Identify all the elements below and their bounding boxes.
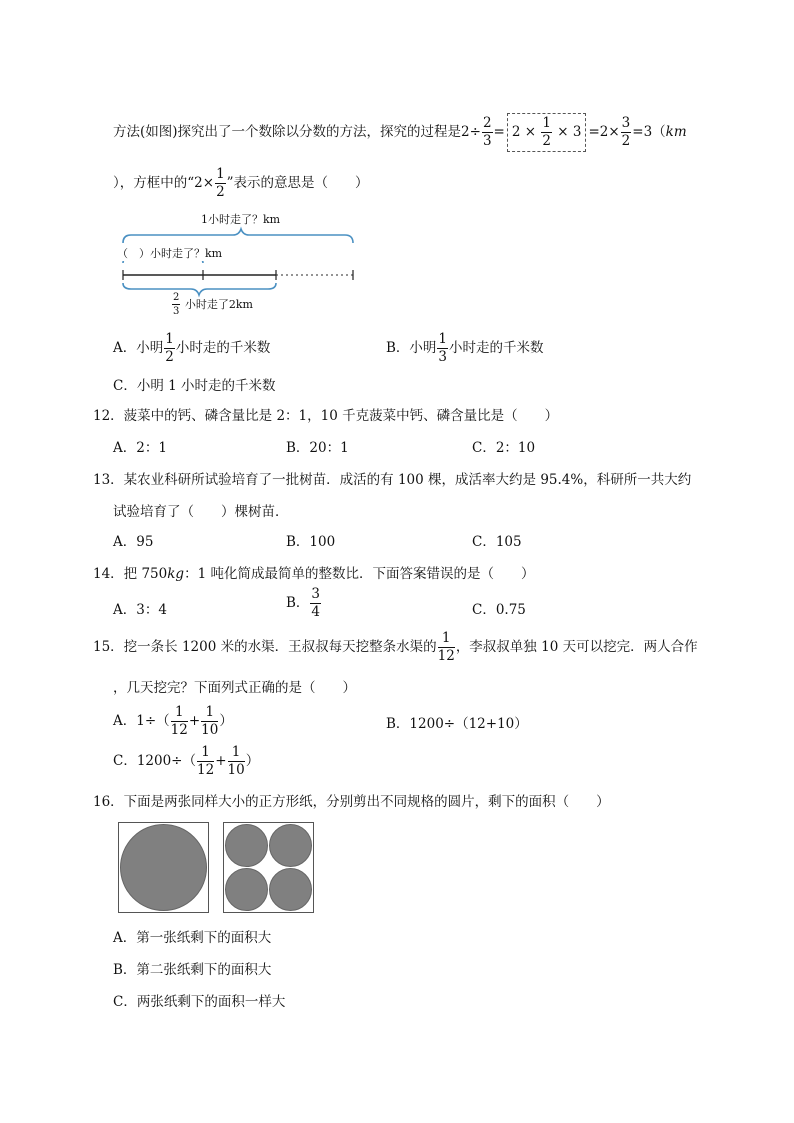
box-right: × 3 — [557, 124, 582, 140]
equals-sign: = — [493, 124, 505, 140]
fraction-denominator: 2 — [621, 132, 631, 149]
small-circle — [225, 824, 268, 867]
small-circle — [225, 868, 268, 911]
option-pre: 小明 — [409, 340, 437, 356]
fraction-denominator: 10 — [201, 721, 219, 738]
diagram-bottom-label — [171, 293, 253, 317]
fraction-denominator: 12 — [437, 647, 455, 664]
fraction-denominator: 3 — [482, 132, 492, 149]
q12-option-a: A．2：1 — [113, 440, 167, 456]
plus-sign: + — [188, 713, 201, 729]
option-letter: C． — [113, 378, 137, 394]
fraction-denominator: 3 — [438, 348, 448, 365]
bottom-label-text: 小时走了2km — [184, 298, 253, 311]
large-circle — [120, 824, 207, 911]
fraction-denominator: 4 — [311, 603, 321, 620]
q13-option-b: B．100 — [286, 534, 336, 550]
fraction-numerator: 1 — [228, 746, 245, 762]
fraction — [541, 117, 552, 148]
fraction-denominator: 2 — [165, 348, 174, 365]
square-paper-two — [223, 822, 314, 913]
q11-line2 — [113, 168, 369, 199]
fraction — [215, 168, 226, 199]
q14-option-a: A．3：4 — [113, 602, 167, 618]
fraction-numerator: 1 — [201, 706, 218, 722]
q14-stem-post: ：1 吨化简成最简单的整数比．下面答案错误的是（ ） — [184, 566, 535, 582]
q15-stem-pre: 15．挖一条长 1200 米的水渠．王叔叔每天挖整条水渠的 — [93, 639, 437, 655]
fraction — [621, 117, 632, 148]
fraction-numerator: 3 — [311, 586, 321, 602]
fraction — [201, 706, 218, 737]
fraction-denominator: 2 — [216, 183, 225, 200]
fraction-numerator: 1 — [438, 331, 448, 347]
fraction — [164, 333, 175, 364]
option-pre: A．1÷（ — [113, 713, 170, 729]
q13-option-a: A．95 — [113, 534, 154, 550]
option-pre: C．1200÷（ — [113, 753, 196, 769]
square-paper-one — [118, 822, 209, 913]
q13-stem-line1: 13．某农业科研所试验培育了一批树苗．成活的有 100 棵，成活率大约是 95.4%，科研所一共大约 — [93, 472, 692, 488]
q11-line2-suffix: ”表示的意思是（ ） — [226, 175, 369, 191]
diagram-top-label: 1小时走了？km — [201, 213, 281, 226]
q14-stem — [93, 562, 534, 582]
q11-eq2-prefix: =2× — [588, 124, 620, 140]
q16-option-c: C．两张纸剩下的面积一样大 — [113, 994, 286, 1010]
q13-option-c: C．105 — [472, 534, 522, 550]
option-text: 小明 1 小时走的千米数 — [136, 378, 276, 394]
fraction — [438, 632, 455, 663]
fraction-numerator: 1 — [542, 115, 551, 131]
unit-km: km — [665, 124, 687, 140]
q15-option-c — [113, 746, 259, 777]
fraction — [172, 293, 180, 317]
option-post: 小时走的千米数 — [449, 340, 544, 356]
q11-diagram — [113, 205, 363, 317]
q12-option-b: B．20：1 — [286, 440, 349, 456]
fraction-numerator: 2 — [173, 292, 180, 303]
q16-stem: 16．下面是两张同样大小的正方形纸，分别剪出不同规格的圆片，剩下的面积（ ） — [93, 794, 610, 810]
fraction-numerator: 1 — [165, 331, 174, 347]
fraction-denominator: 2 — [542, 132, 551, 149]
q11-option-c — [113, 374, 276, 394]
small-circle — [269, 868, 312, 911]
q16-option-a: A．第一张纸剩下的面积大 — [113, 930, 272, 946]
option-pre: 小明 — [136, 340, 164, 356]
small-circle — [269, 824, 312, 867]
fraction-numerator: 1 — [216, 166, 225, 182]
fraction-denominator: 12 — [170, 721, 188, 738]
q11-line1 — [113, 113, 687, 152]
q15-stem-line2: ，几天挖完？下面列式正确的是（ ） — [113, 680, 356, 696]
fraction-denominator: 10 — [227, 761, 245, 778]
fraction-numerator: 1 — [171, 706, 188, 722]
q15-stem-post: ，李叔叔单独 10 天可以挖完．两人合作 — [455, 639, 698, 655]
fraction — [482, 117, 493, 148]
fraction-numerator: 2 — [482, 115, 492, 131]
option-letter: B． — [286, 595, 310, 611]
fraction-denominator: 12 — [197, 761, 215, 778]
option-post: 小时走的千米数 — [175, 340, 271, 356]
q14-option-b — [286, 588, 322, 619]
q15-stem-line1 — [93, 632, 698, 663]
fraction — [437, 333, 448, 364]
fraction — [228, 746, 245, 777]
dashed-box — [507, 113, 587, 152]
q11-option-a — [113, 333, 270, 364]
fraction — [171, 706, 188, 737]
q11-expr-prefix: 2÷ — [461, 124, 481, 140]
fraction-numerator: 3 — [621, 115, 631, 131]
fraction — [197, 746, 214, 777]
option-letter: B． — [386, 340, 410, 356]
plus-sign: + — [215, 753, 227, 769]
q11-line1-text: 方法(如图)探究出了一个数除以分数的方法，探究的过程是 — [113, 124, 462, 140]
box-left: 2 × — [511, 124, 537, 140]
q12-stem: 12．菠菜中的钙、磷含量比是 2：1，10 千克菠菜中钙、磷含量比是（ ） — [93, 408, 559, 424]
option-letter: A． — [113, 340, 137, 356]
unit-kg: kg — [167, 566, 185, 582]
diagram-mid-label: （ ）小时走了？km — [117, 247, 223, 260]
q12-option-c: C．2：10 — [472, 440, 536, 456]
q11-option-b — [386, 333, 544, 364]
top-brace — [123, 229, 353, 243]
q13-stem-line2: 试验培育了（ ）棵树苗． — [113, 504, 289, 520]
fraction-numerator: 1 — [438, 632, 455, 648]
fraction — [310, 588, 321, 619]
fraction-denominator: 3 — [173, 306, 180, 317]
q16-option-b: B．第二张纸剩下的面积大 — [113, 962, 272, 978]
q14-stem-pre: 14．把 750 — [93, 566, 168, 582]
q15-option-b: B．1200÷（12+10） — [386, 716, 528, 732]
q14-option-c: C．0.75 — [472, 602, 526, 618]
q15-option-a — [113, 706, 233, 737]
close-paren: ） — [219, 713, 233, 729]
q11-eq2-suffix: =3（ — [632, 124, 666, 140]
fraction-numerator: 1 — [197, 746, 214, 762]
close-paren: ） — [245, 753, 260, 769]
q11-line2-prefix: ），方框中的“2× — [113, 175, 215, 191]
